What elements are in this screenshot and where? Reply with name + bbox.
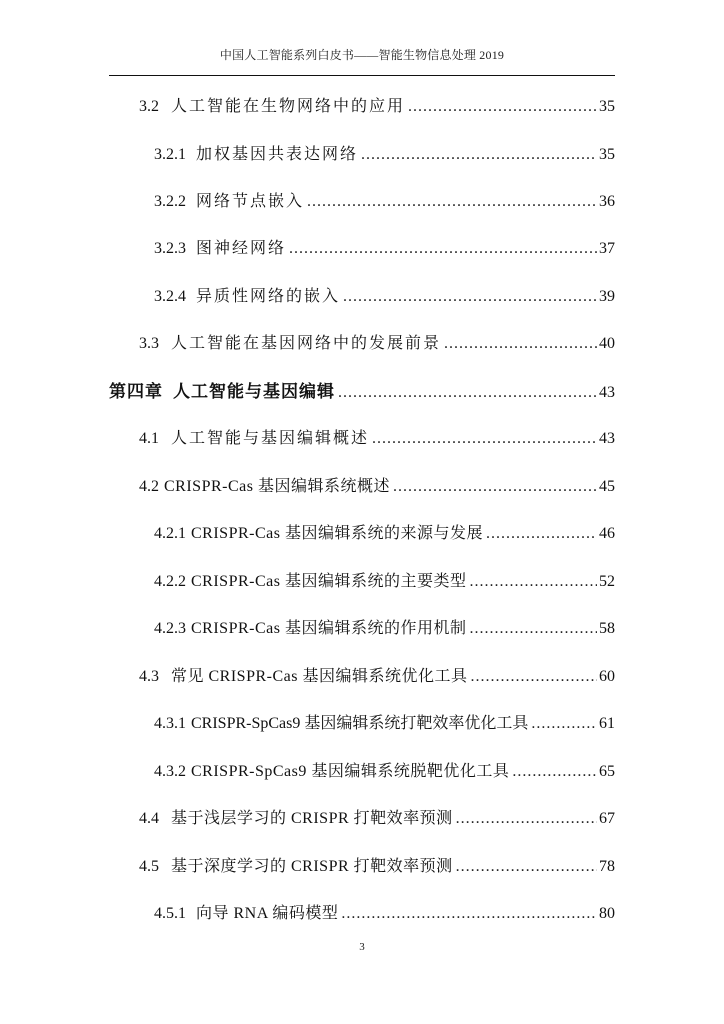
- toc-entry-4-2[interactable]: [139, 475, 615, 499]
- toc-entry-title: CRISPR-Cas 基因编辑系统概述: [164, 478, 390, 495]
- toc-entry-title: 人工智能在生物网络中的应用: [171, 98, 406, 115]
- toc-entry-page: 78: [599, 858, 615, 875]
- toc-dot-leader: [470, 665, 597, 689]
- toc-dot-leader: [393, 475, 597, 499]
- toc-entry-number: 3.2: [139, 98, 159, 115]
- toc-entry-page: 35: [599, 146, 615, 163]
- toc-entry-page: 45: [599, 478, 615, 495]
- toc-entry-number: 4.1: [139, 430, 159, 447]
- toc-entry-3-2-2[interactable]: [154, 190, 615, 214]
- toc-entry-page: 60: [599, 668, 615, 685]
- toc-entry-page: 61: [599, 715, 615, 732]
- toc-dot-leader: [456, 855, 597, 879]
- toc-entry-4-5-1[interactable]: [154, 902, 615, 926]
- toc-entry-number: 4.2.1: [154, 525, 186, 542]
- toc-entry-page: 39: [599, 288, 615, 305]
- toc-entry-title: CRISPR-Cas 基因编辑系统的来源与发展: [191, 525, 483, 542]
- toc-entry-4-2-1[interactable]: [154, 522, 615, 546]
- toc-entry-page: 52: [599, 573, 615, 590]
- toc-entry-page: 40: [599, 335, 615, 352]
- toc-entry-title: 基于浅层学习的 CRISPR 打靶效率预测: [171, 810, 453, 827]
- toc-entry-number: 4.3.2: [154, 763, 186, 780]
- toc-dot-leader: [469, 570, 597, 594]
- toc-dot-leader: [444, 332, 597, 356]
- toc-entry-number: 3.2.2: [154, 193, 186, 210]
- toc-entry-3-3[interactable]: [139, 332, 615, 356]
- toc-entry-title: CRISPR-Cas 基因编辑系统的主要类型: [191, 573, 467, 590]
- toc-entry-number: 4.5.1: [154, 905, 186, 922]
- toc-entry-4-4[interactable]: [139, 807, 615, 831]
- toc-entry-number: 4.3: [139, 668, 159, 685]
- toc-entry-3-2-1[interactable]: [154, 143, 615, 167]
- toc-entry-number: 4.3.1: [154, 715, 186, 732]
- toc-chapter-number: 第四章: [109, 382, 163, 402]
- toc-entry-3-2-4[interactable]: [154, 285, 615, 309]
- toc-chapter-4[interactable]: [109, 380, 615, 404]
- toc-entry-number: 3.2.3: [154, 240, 186, 257]
- toc-dot-leader: [289, 237, 597, 261]
- toc-dot-leader: [361, 143, 597, 167]
- toc-entry-4-5[interactable]: [139, 855, 615, 879]
- toc-entry-page: 65: [599, 763, 615, 780]
- toc-entry-title: 图神经网络: [196, 240, 287, 257]
- toc-entry-title: 人工智能与基因编辑概述: [171, 430, 370, 447]
- toc-dot-leader: [408, 95, 597, 119]
- toc-entry-4-3-2[interactable]: [154, 760, 615, 784]
- toc-dot-leader: [307, 190, 597, 214]
- toc-entry-title: 加权基因共表达网络: [196, 146, 359, 163]
- toc-entry-3-2-3[interactable]: [154, 237, 615, 261]
- toc-dot-leader: [343, 285, 597, 309]
- toc-dot-leader: [531, 712, 597, 736]
- toc-entry-number: 3.2.1: [154, 146, 186, 163]
- toc-entry-number: 4.2.2: [154, 573, 186, 590]
- toc-dot-leader: [469, 617, 597, 641]
- toc-entry-title: 异质性网络的嵌入: [196, 288, 341, 305]
- toc-entry-4-3-1[interactable]: [154, 712, 615, 736]
- toc-entry-title: 常见 CRISPR-Cas 基因编辑系统优化工具: [171, 668, 468, 685]
- toc-dot-leader: [372, 427, 597, 451]
- toc-entry-4-2-3[interactable]: [154, 617, 615, 641]
- toc-dot-leader: [341, 902, 597, 926]
- toc-entry-page: 35: [599, 98, 615, 115]
- toc-dot-leader: [456, 807, 597, 831]
- page-number: 3: [359, 941, 365, 953]
- toc-entry-number: 4.2: [139, 478, 159, 495]
- toc-entry-page: 80: [599, 905, 615, 922]
- toc-entry-number: 3.2.4: [154, 288, 186, 305]
- toc-entry-4-3[interactable]: [139, 665, 615, 689]
- toc-entry-number: 3.3: [139, 335, 159, 352]
- toc-dot-leader: [338, 381, 597, 405]
- toc-entry-title: 基于深度学习的 CRISPR 打靶效率预测: [171, 858, 453, 875]
- toc-entry-page: 58: [599, 620, 615, 637]
- toc-entry-title: CRISPR-Cas 基因编辑系统的作用机制: [191, 620, 467, 637]
- toc-entry-title: 向导 RNA 编码模型: [196, 905, 339, 922]
- running-header: 中国人工智能系列白皮书——智能生物信息处理 2019: [219, 48, 505, 62]
- toc-dot-leader: [486, 522, 597, 546]
- toc-entry-title: CRISPR-SpCas9 基因编辑系统脱靶优化工具: [191, 763, 510, 780]
- toc-entry-page: 37: [599, 240, 615, 257]
- toc-chapter-title: 人工智能与基因编辑: [173, 382, 335, 402]
- toc-entry-page: 43: [599, 430, 615, 447]
- toc-entry-3-2[interactable]: [139, 95, 615, 119]
- toc-entry-page: 67: [599, 810, 615, 827]
- toc-entry-4-2-2[interactable]: [154, 570, 615, 594]
- toc-entry-title: 人工智能在基因网络中的发展前景: [171, 335, 442, 352]
- toc-entry-page: 36: [599, 193, 615, 210]
- toc-entry-number: 4.2.3: [154, 620, 186, 637]
- toc-entry-number: 4.5: [139, 858, 159, 875]
- toc-entry-title: CRISPR-SpCas9 基因编辑系统打靶效率优化工具: [191, 715, 529, 732]
- toc-entry-number: 4.4: [139, 810, 159, 827]
- toc-entry-page: 46: [599, 525, 615, 542]
- toc-entry-title: 网络节点嵌入: [196, 193, 305, 210]
- toc-entry-page: 43: [599, 384, 615, 401]
- toc-entry-4-1[interactable]: [139, 427, 615, 451]
- toc-dot-leader: [512, 760, 597, 784]
